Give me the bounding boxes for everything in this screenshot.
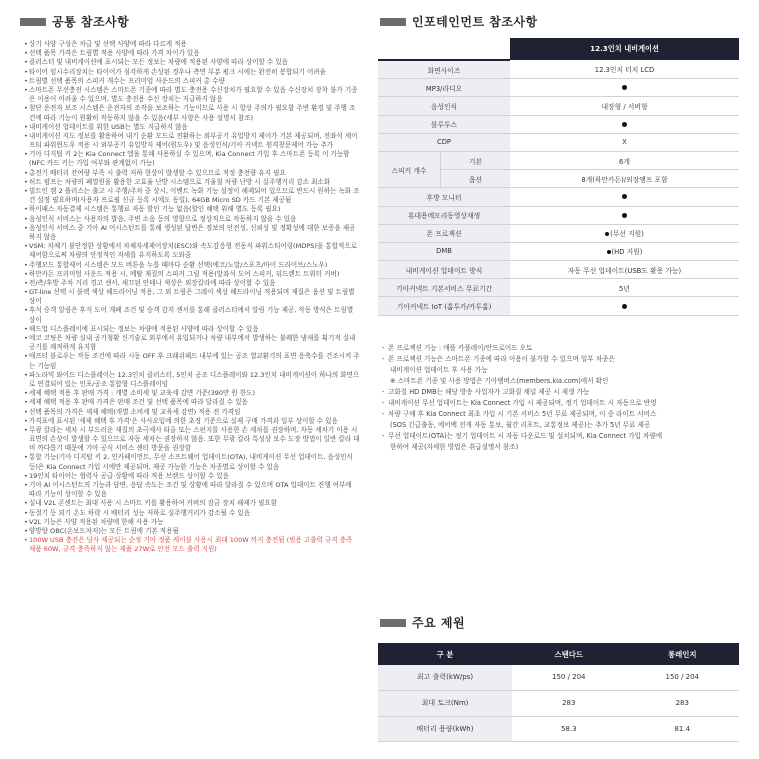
row-value [510, 151, 739, 169]
title-marker-icon [380, 18, 406, 26]
row-value [510, 97, 739, 115]
table-row [378, 206, 739, 224]
note-item: • 무광 칼라는 세차 시 부드러운 재질의 초극세사 타올 또는 스펀지를 사용한 손 세차를 권장하며, 자동 세차기 이용 시 표면의 손상이 발생할 수 있으므로 자동 세차는 권장하지 않음. 또한 무광 칼라 특성상 보수 도장 방법이 일반 칼라 대비 까다롭기 때문에 기아 공식 서비스 센터 방문을 권장함 [24, 426, 360, 454]
note-item: • 전/측/후방 주차 거리 경고 센서, 새끄된 안테나 색상은 외장칼라에 따라 상이할 수 있음 [24, 279, 360, 288]
infotainment-title [380, 13, 538, 30]
note-item: • VSM: 차체기 불안정한 상황에서 차체자세제어장치(ESC)와 속도감응형 전동식 파워스티어링(MDPS)을 통합적으로 제어함으로써 차량의 안정적인 자세를 유지하도록 도와줌 [24, 242, 360, 260]
note-item: - 폰 프로젝션 기능은 스마트폰 기종에 따라 이용이 불가할 수 있으며 일부 차종은 [382, 354, 742, 365]
note-item: • 세제 혜택 적용 후 판매 가격 : 개별 소비세 및 교육세 감면 기준(390만 원 한도) [24, 389, 360, 398]
row-value-text: (HD 지원) [611, 248, 643, 257]
note-item: • 100W USB 충전은 당사 제공되는 순정 기아 정품 케이블 사용시 최대 100W 까지 충전됨 (범용 고출력 규격 충족 제품 60W, 규격 충족하지 않는 제품 27W로 안전 모드 출력 지원) [24, 536, 360, 554]
note-item: • 타이어 임시수리장치는 타이어가 심각하게 손상된 경우나 측면 부분 펑크 시에는 완전히 봉합되기 어려움 [24, 68, 360, 77]
common-notes-list [24, 40, 360, 555]
row-value-text: 6개 [619, 157, 630, 166]
row-value [510, 188, 739, 206]
row-value [510, 224, 739, 242]
note-item: • 통합 기능(기아 디지털 키 2, 인카페이먼트, 무선 소프트웨어 업데이트(OTA), 내비게이션 무선 업데이트, 음성인식 등)은 Kia Connect 가입 시에만 제공되며, 제공 가능한 기능은 차종별로 상이할 수 있음 [24, 453, 360, 471]
note-item: • 기아 디지털 키 2는 Kia Connect 앱을 통해 사용하실 수 있으며, Kia Connect 가입 후 스마트폰 등록 이 가능함(NFC 카드 키는 가입 여부와 관계없이 가능) [24, 150, 360, 168]
note-item: • 트림별 선택 품목의 스피커 개수는 프리미엄 사운드의 스피커 총 수량 [24, 77, 360, 86]
spec-header-standard: 스탠다드 [512, 643, 626, 665]
note-item: • 상기 사양 구성은 차급 및 선택 사양에 따라 다르게 적용 [24, 40, 360, 49]
row-value-text: (무선 지원) [610, 230, 644, 239]
note-item: • 양방향 OBC(온보드차저)는 모든 트림에 기본 적용됨 [24, 527, 360, 536]
filled-circle-icon [622, 304, 627, 309]
filled-circle-icon [605, 232, 609, 236]
infotainment-notes [382, 343, 742, 453]
row-label: 화면사이즈 [378, 60, 510, 79]
row-value-text: 12.3인치 터치 LCD [594, 66, 655, 75]
row-value-text: 8개(하만카돈)/외장앰프 포함 [581, 175, 668, 184]
row-label: 휴대용메모리동영상재생 [378, 206, 510, 224]
row-value [510, 206, 739, 224]
note-item: • 선택 품목의 가격은 세제 혜택(개별 소비세 및 교육세 감면) 적용 전 가격임 [24, 408, 360, 417]
title-marker-icon [380, 619, 406, 627]
row-label: 폰 프로젝션 [378, 224, 510, 242]
row-value-text: 자동 무선 업데이트(USB도 활용 가능) [567, 266, 682, 275]
filled-circle-icon [622, 213, 627, 218]
note-item: • 주행모드 통합제어 시스템은 모드 버튼을 누를 때마다 순환 선택(에코/노말/스포츠/마이 드라이브/스노우) [24, 261, 360, 270]
spec-standard-value: 150 / 204 [512, 665, 626, 690]
note-item: (SOS 긴급출동, 에어백 전개 자동 통보, 월간 리포트, 교통정보 제공)는 추가 5년 무료 제공 [390, 421, 651, 429]
note-item: • 후석 승객 알림은 후석 도어 개폐 조건 및 승객 감지 센서를 통해 클러스터에서 알림 기능 제공, 작동 방식은 트림별 상이 [24, 306, 360, 324]
row-label: DMB [378, 242, 510, 260]
note-item: • 총전기 배터리 잔여량 부족 시 출력 저하 현상이 발생할 수 있으므로 적정 충전량 유지 필요 [24, 169, 360, 178]
note-item: • 내비게이션 지도 정보를 활용하여 내기 순환 모드로 전환하는 외부공기 유입방지 제어가 기본 제공되며, 전좌석 세이프티 파워윈도우 적용 시 외부공기 유입방지 제어(원도우) 및 음성인식/기아 커넥트 원격창문제어 가능 추가 [24, 132, 360, 150]
row-value [510, 115, 739, 133]
spec-label: 배터리 용량(kWh) [378, 716, 512, 742]
spec-table [378, 643, 739, 742]
note-item: • GT-line 선택 시 블랙 색상 헤드라이닝 적용, 그 외 트림은 그레이 색상 헤드라이닝 적용되며 재질은 옵션 및 트림별 상이 [24, 288, 360, 306]
row-label: 기본 [441, 151, 511, 169]
spec-label: 최대 토크(Nm) [378, 690, 512, 716]
table-row [378, 716, 739, 742]
row-value [510, 242, 739, 260]
table-row [378, 79, 739, 97]
filled-circle-icon [622, 194, 627, 199]
note-item: • 애프터 블로우는 작동 조건에 따라 시동 OFF 후 크래쉬패드 내부에 있는 공조 열교환기의 표면 응축수를 건조시켜 주는 기능임 [24, 352, 360, 370]
filled-circle-icon [607, 250, 611, 254]
table-corner [378, 38, 510, 60]
row-group-label: 스피커 개수 [378, 151, 441, 187]
note-item: • 클러스터 및 내비게이션에 표시되는 모든 정보는 차량에 적용된 사양에 따라 상이할 수 있음 [24, 58, 360, 67]
spec-header-category: 구 분 [378, 643, 512, 665]
note-item: 내비게이션 업데이트 후 사용 가능 [390, 366, 488, 374]
filled-circle-icon [622, 122, 627, 127]
infotainment-table [378, 38, 739, 316]
note-item: • 실내 V2L 콘센트는 최대 사용 시 스마트 키를 활용하여 커버의 잠금 장치 해제가 필요함 [24, 499, 360, 508]
note-item: • 내비게이션 업데이트를 위한 USB는 별도 지급하지 않음 [24, 123, 360, 132]
note-item: ※ 스마트폰 기종 및 사용 방법은 기아멤버스(members.kia.com)에서 확인 [390, 377, 609, 385]
row-label: 음성인식 [378, 97, 510, 115]
note-item: 한하여 제공(자세한 방법은 취급설명서 참조) [390, 443, 519, 451]
note-item: • 하이패스 자동결제 시스템은 통행료 자동 할인 기능 없음(할인 혜택 위해 별도 등록 필요) [24, 205, 360, 214]
note-item: • 파노라믹 와이드 디스플레이는 12.3인치 클러스터, 5인치 공조 디스플레이와 12.3인치 내비게이션이 하나의 화면으로 연결되어 있는 인포/공조 통합형 디스플레이임 [24, 371, 360, 389]
row-label: 옵션 [441, 170, 511, 188]
spec-long-range-value: 283 [626, 690, 740, 716]
table-row [378, 261, 739, 279]
note-item: • 헤드업 디스플레이에 표시되는 정보는 차량에 적용된 사양에 따라 상이할 수 있음 [24, 325, 360, 334]
row-label: MP3/라디오 [378, 79, 510, 97]
row-label: 기아커넥트 IoT (홈투카/카투홈) [378, 297, 510, 315]
table-row [378, 115, 739, 133]
note-item: • 선택 품목 가격은 트림별 적용 사양에 따라 가격 차이가 있음 [24, 49, 360, 58]
column-header-navigation: 12.3인치 내비게이션 [510, 38, 739, 60]
note-item: • 음성인식 서비스 중 기아 AI 어시스턴트를 통해 생성된 답변은 정보의 안전성, 신뢰성 및 정확성에 대한 보증을 제공하지 않음 [24, 224, 360, 242]
common-notes-title-text: 공통 참조사항 [52, 15, 130, 29]
note-item: • 빌트인 캠 2 플러스는 출고 시 주행/주차 중 상시, 이벤트 녹화 기능 설정이 해제되어 있으므로 반드시 원하는 녹화 조건 설정 필요하며(사용자 프로필 신규 등록 시에도 동일), 64GB Micro SD 카드 기본 제공됨 [24, 187, 360, 205]
spec-header-long-range: 롱레인지 [626, 643, 740, 665]
note-item: • 에코 코팅은 차량 실내 공기청환 신기술로 외부에서 유입되거나 차량 내부에서 발생하는 불쾌한 냄새를 획기적 실내공기를 쾌적하게 유지함 [24, 334, 360, 352]
row-value-text: X [622, 138, 627, 147]
table-row [378, 297, 739, 315]
table-row [378, 690, 739, 716]
note-item: - 차량 구매 후 Kia Connect 최초 가입 시 기본 서비스 5년 무료 제공되며, 이 중 라이트 서비스 [382, 409, 742, 420]
row-value [510, 60, 739, 79]
infotainment-title-text: 인포테인먼트 참조사항 [412, 15, 538, 29]
note-item: - 폰 프로젝션 기능 : 애플 카플레이/안드로이드 오토 [382, 343, 742, 354]
note-item: • 기아 AI 어시스턴트의 기능과 답변, 응답 속도는 조건 및 상황에 따라 달라질 수 있으며 OTA 업데이트 진행 여부에 따라 기능이 상이할 수 있음 [24, 481, 360, 499]
common-notes-title [20, 13, 129, 30]
table-row [378, 97, 739, 115]
note-item: • 히트 펌프는 차량의 폐열원을 활용한 고효율 난방 시스템으로 겨울철 차량 난방 시 실주행거리 감소 최소화 [24, 178, 360, 187]
spec-standard-value: 58.3 [512, 716, 626, 742]
row-value [510, 261, 739, 279]
note-item: • 음성인식 서비스는 사용자의 발음, 주변 소음 등의 영향으로 정상적으로 작동하지 않을 수 있음 [24, 215, 360, 224]
row-label: 내비게이션 업데이트 방식 [378, 261, 510, 279]
spec-long-range-value: 81.4 [626, 716, 740, 742]
note-item: - 고화질 HD DMB는 해당 방송 사업자가 고화질 채널 제공 시 재생 가능 [382, 387, 742, 398]
row-label: 후방 모니터 [378, 188, 510, 206]
table-row [378, 60, 739, 79]
spec-standard-value: 283 [512, 690, 626, 716]
table-row [378, 224, 739, 242]
table-row [378, 188, 739, 206]
row-value [510, 297, 739, 315]
note-item: • 19인치 타이어는 협력사 공급 상황에 따라 적용 브랜드 상이할 수 있음 [24, 472, 360, 481]
row-value [510, 133, 739, 151]
row-label: 블루투스 [378, 115, 510, 133]
note-item: - 내비게이션 무선 업데이트는 Kia Connect 가입 시 제공되며, 정기 업데이트 시 자동으로 반영 [382, 398, 742, 409]
note-item: • 스마트폰 무선충전 시스템은 스마트폰 기종에 따라 별도 충전용 수신장치가 필요할 수 있음 수신장치 장착 불가 기종은 이용이 어려울 수 있으며, 별도 충전용 수신 장치는 지급하지 않음 [24, 86, 360, 104]
note-item: • 하만카돈 프리미엄 사운드 적용 시, 메탈 재질의 스피커 그릴 적용(앞좌석 도어 스피커, 뒤드렌트 트위터 커버) [24, 270, 360, 279]
table-row [378, 279, 739, 297]
row-value [510, 79, 739, 97]
spec-label: 최고 출력(kW/ps) [378, 665, 512, 690]
spec-long-range-value: 150 / 204 [626, 665, 740, 690]
spec-title-text: 주요 제원 [412, 616, 466, 630]
title-marker-icon [20, 18, 46, 26]
note-item: • 세제 혜택 적용 후 판매 가격은 판매 조건 및 선택 품목에 따라 달라질 수 있음 [24, 398, 360, 407]
note-item: • 첨단 운전자 보조 시스템은 운전자의 조작을 보조하는 기능이므로 사용 시 항상 주의가 필요함 주변 환경 및 주행 조건에 따라 기능이 원활히 작동하지 않을 수 있음(세부 사항은 사용 설명서 참조) [24, 104, 360, 122]
table-row [378, 151, 739, 169]
row-label: CDP [378, 133, 510, 151]
note-item: - 무선 업데이트(OTA)는 정기 업데이트 시 자동 다운로드 및 설치되며, Kia Connect 가입 차량에 [382, 431, 742, 442]
spec-title [380, 614, 465, 631]
table-row [378, 665, 739, 690]
row-label: 기아커넥트 기본서비스 무료기간 [378, 279, 510, 297]
note-item: • 가격표에 표시된 '세제 혜택 후 가격'은 사사오입에 의한 초정 기준으로 실제 구매 가격과 일부 상이할 수 있음 [24, 417, 360, 426]
table-row [378, 242, 739, 260]
note-item: • 동절기 등 외기 온도 하락 시 배터리 성능 저하로 실주행거리가 감소될 수 있음 [24, 509, 360, 518]
note-item: • V2L 기능은 사양 적용된 차량에 한해 사용 가능 [24, 518, 360, 527]
filled-circle-icon [622, 85, 627, 90]
row-value-text: 내장형 / 서버형 [601, 102, 648, 111]
row-value [510, 279, 739, 297]
row-value [510, 170, 739, 188]
table-row [378, 133, 739, 151]
row-value-text: 5년 [619, 284, 630, 293]
